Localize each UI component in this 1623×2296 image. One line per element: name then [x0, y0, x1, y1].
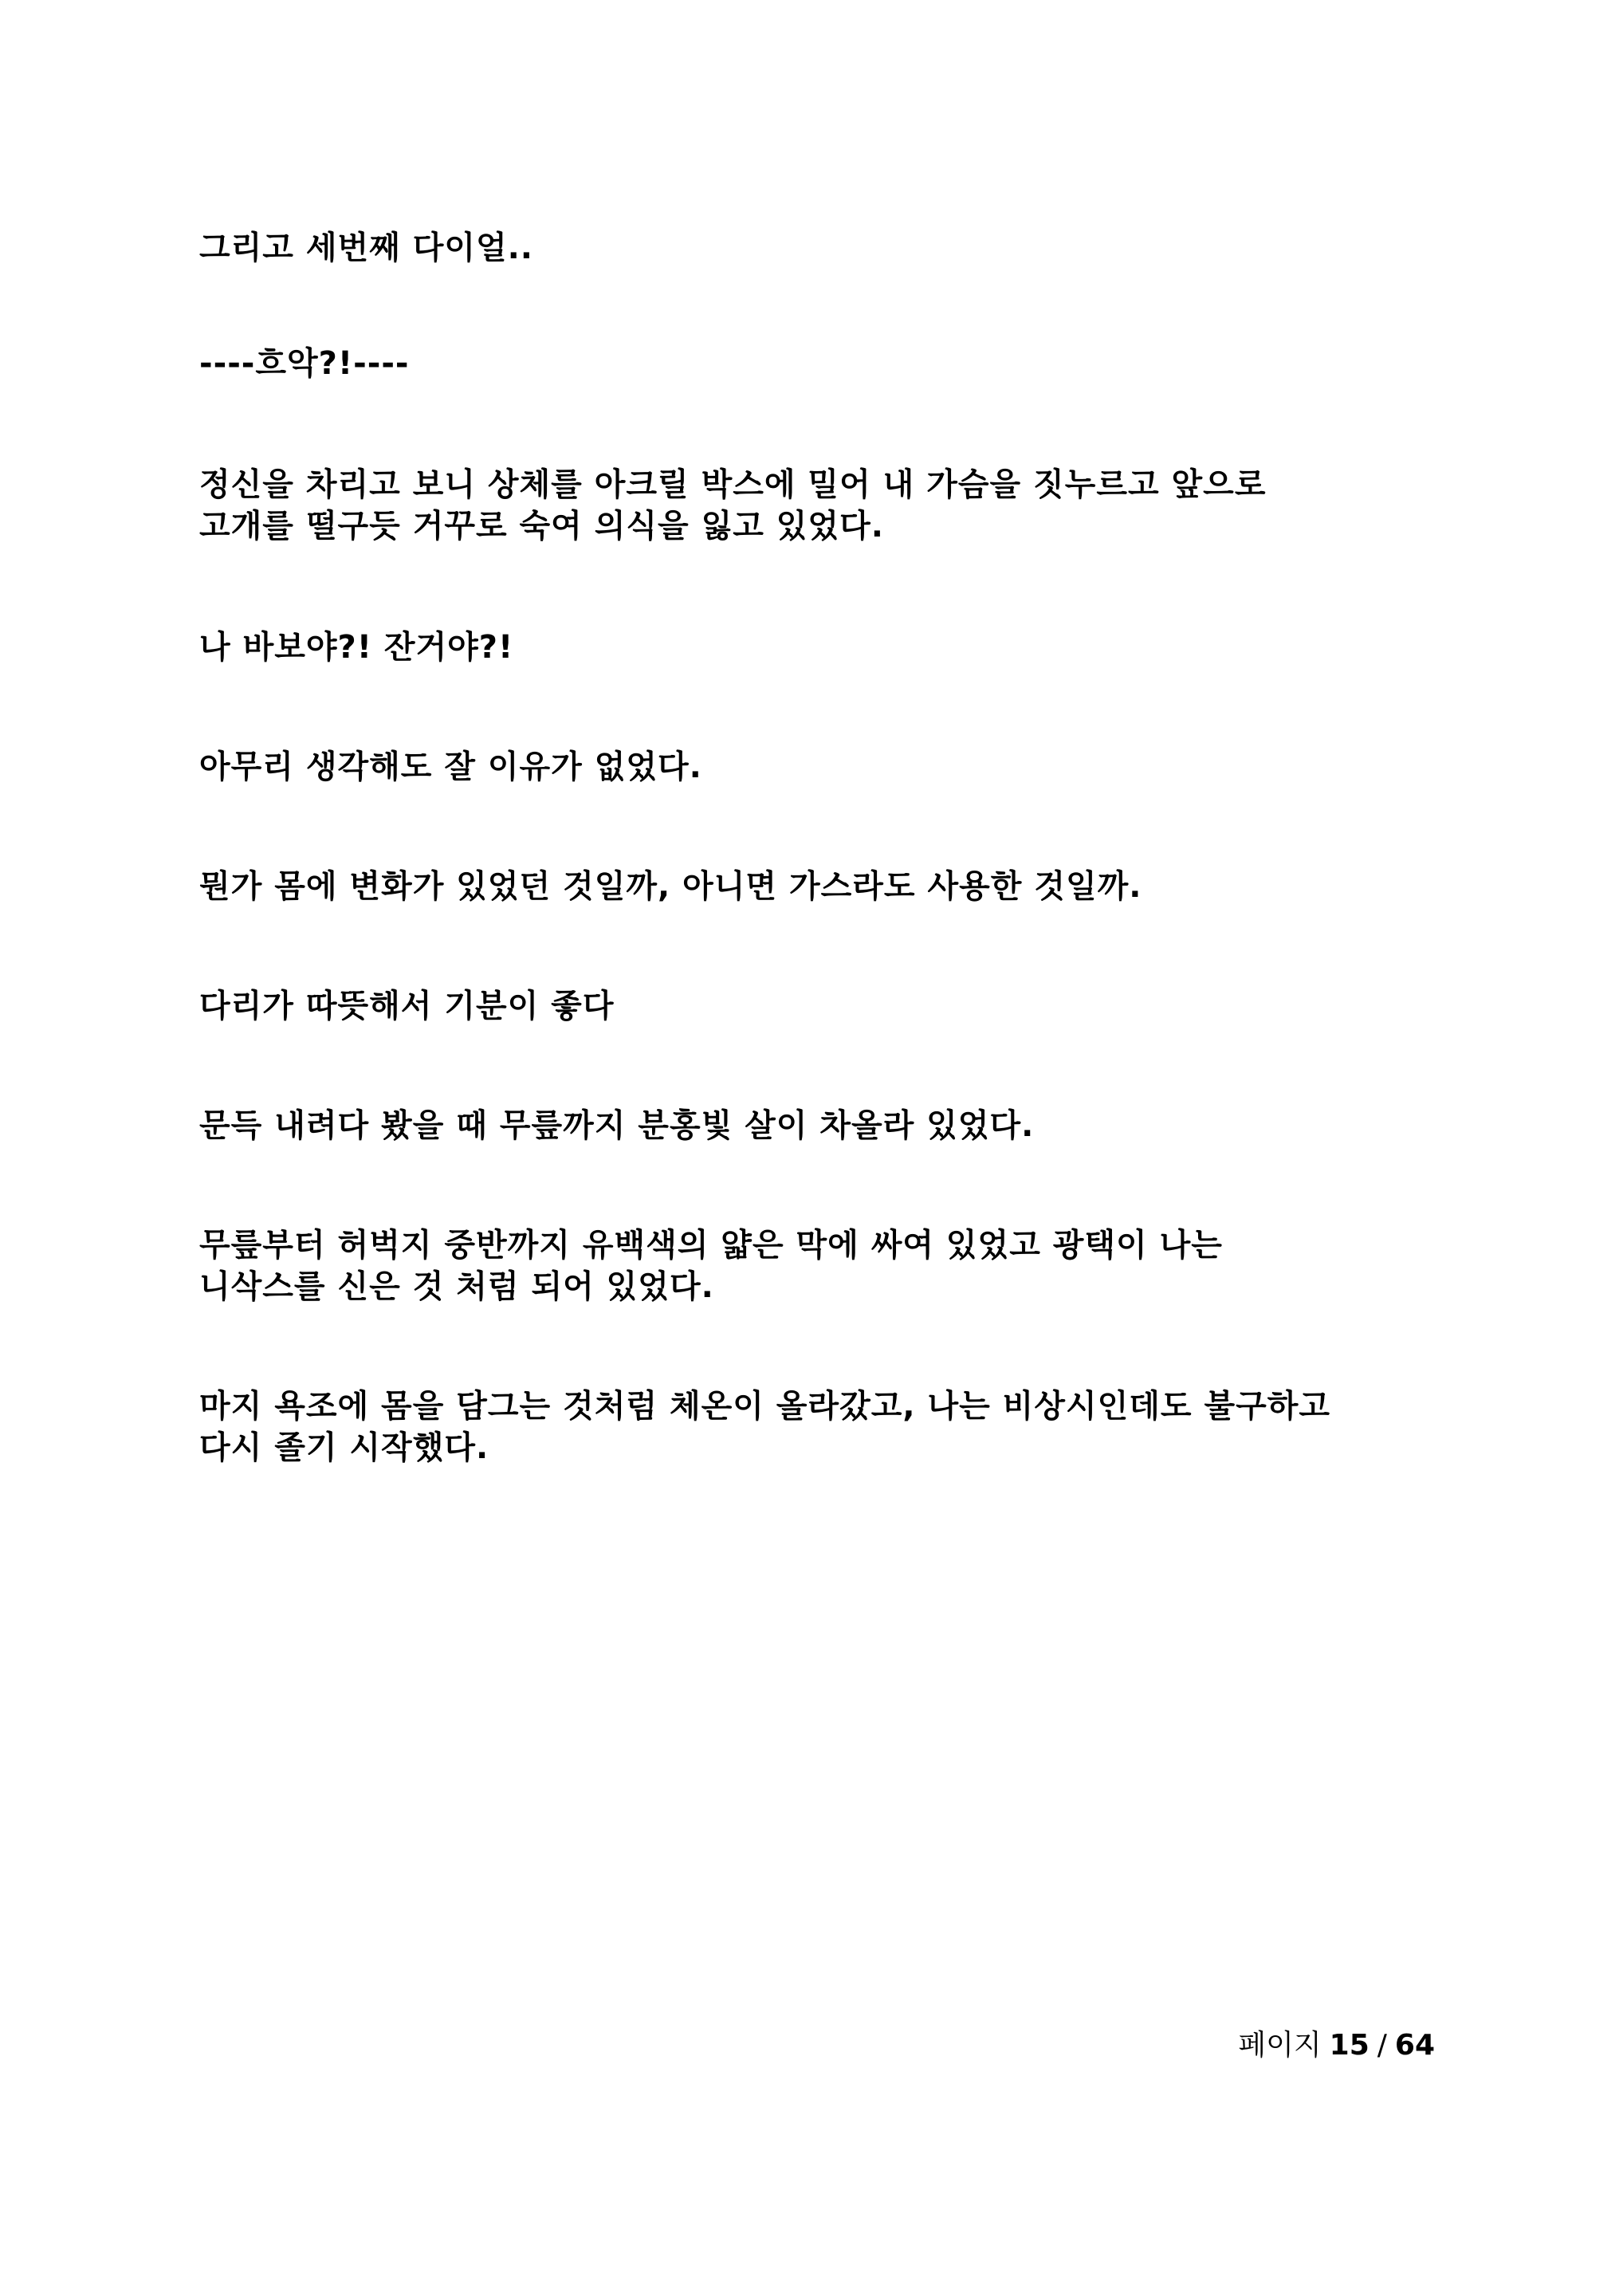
paragraph-3: 정신을 차리고 보니 상체를 아크릴 박스에 밀어 내 가슴을 짓누르고 앞으로 고개를 떨구듯 거꾸로 숙여 의식을 잃고 있었다.: [199, 466, 1267, 545]
page-number-footer: [1238, 2028, 1435, 2063]
page-separator: /: [1377, 2029, 1387, 2062]
paragraph-4: 나 바보야?! 잔거야?!: [199, 629, 514, 666]
total-page-count: 64: [1394, 2029, 1435, 2062]
page-label: 페이지: [1238, 2029, 1322, 2062]
paragraph-8: 문득 내려다 봤을 때 무릎까지 분홍빛 살이 차올라 있었다.: [199, 1107, 1035, 1144]
paragraph-5: 아무리 생각해도 잘 이유가 없었다.: [199, 749, 702, 785]
paragraph-9: 무릎부터 허벅지 중반까지 유백색의 얇은 막에 싸여 있었고 광택이 나는 니삭스를 신은 것 처럼 되어 있었다.: [199, 1227, 1223, 1305]
paragraph-7: 다리가 따뜻해서 기분이 좋다: [199, 988, 615, 1024]
paragraph-2: ----흐악?!----: [199, 345, 410, 382]
current-page-number: 15: [1329, 2029, 1370, 2062]
paragraph-6: 뭔가 몸에 변화가 있었던 것일까, 아니면 가스라도 사용한 것일까.: [199, 868, 1142, 905]
paragraph-1: 그리고 세번째 다이얼..: [199, 230, 534, 266]
paragraph-10: 마지 욕조에 몸을 담그는 것처럼 체온이 올라갔고, 나는 비상시인데도 불구하고 다시 졸기 시작했다.: [199, 1388, 1331, 1466]
